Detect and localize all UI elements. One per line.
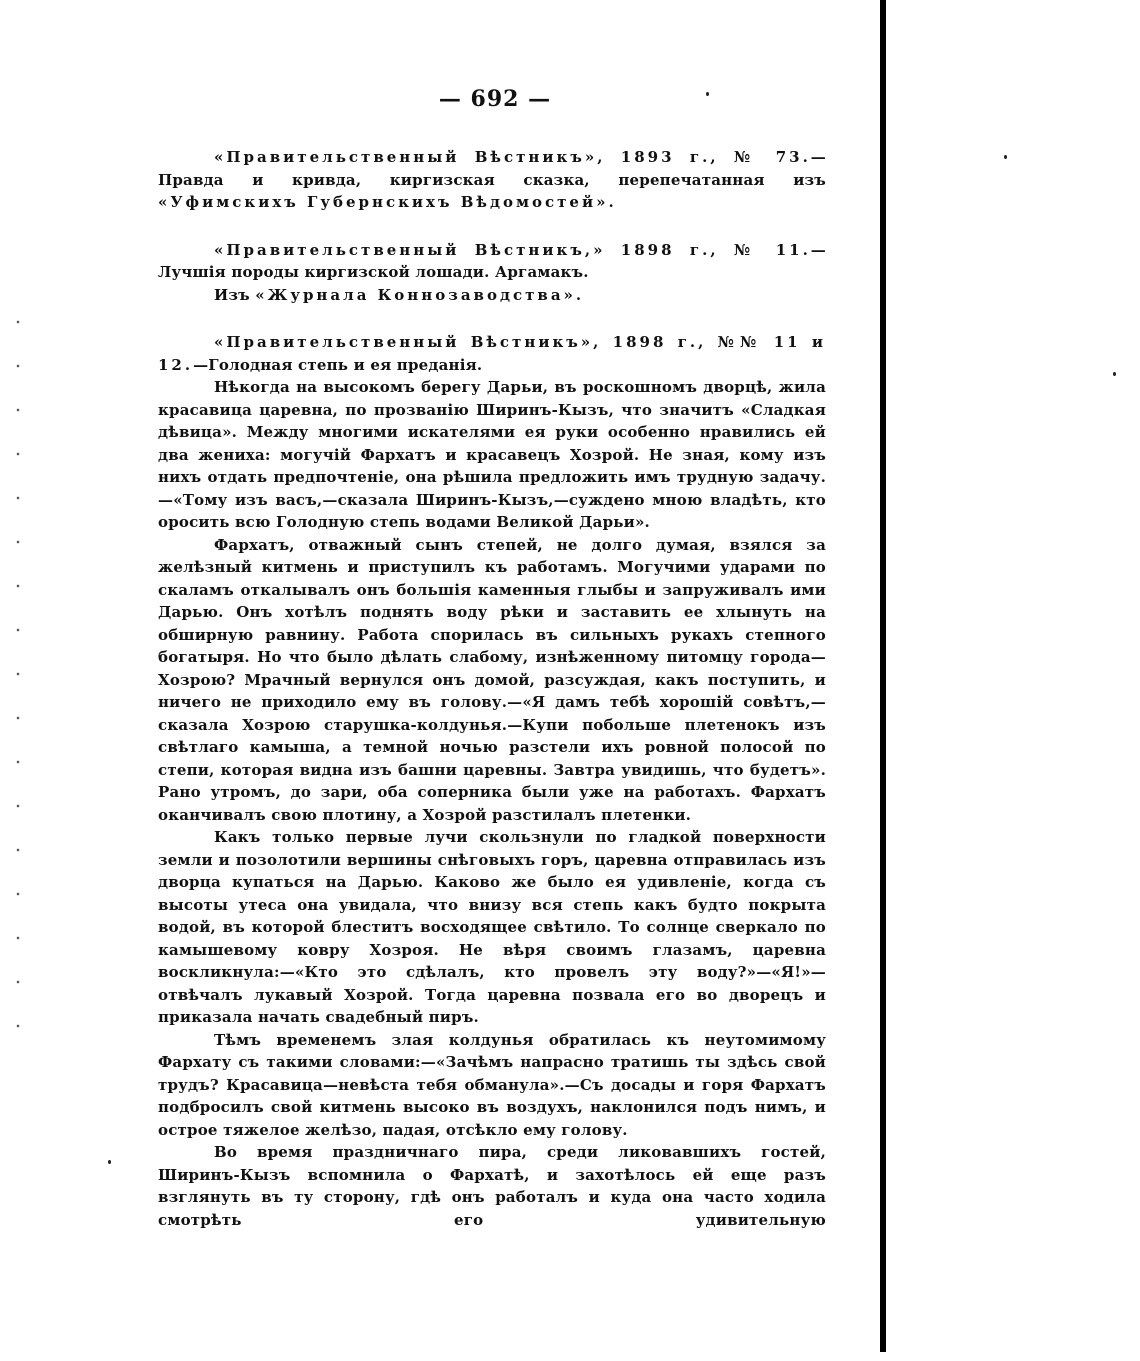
entry-text: —Лучшія породы киргизской лошади. Аргамакъ. — [158, 240, 826, 281]
entry-source: «Правительственный Вѣстникъ,» 1898 г., № 11. — [214, 240, 811, 259]
ink-speck — [108, 1160, 111, 1164]
entry-source: «Правительственный Вѣстникъ», 1898 г., №№ 11 и 12. — [158, 333, 826, 374]
entry-reference: «Уфимскихъ Губернскихъ Вѣдомостей». — [158, 193, 617, 211]
ink-speck — [706, 92, 709, 96]
bibliography-entry — [158, 331, 826, 376]
margin-dots — [15, 300, 21, 1060]
page-text — [158, 146, 826, 1231]
entry-text: —Правда и кривда, киргизская сказка, перепечатанная изъ — [158, 148, 826, 189]
bibliography-entry — [158, 146, 826, 214]
entry-source: «Правительственный Вѣстникъ», 1893 г., № 73. — [214, 148, 811, 166]
ink-speck — [1004, 155, 1007, 159]
story-paragraph: Нѣкогда на высокомъ берегу Дарьи, въ роскошномъ дворцѣ, жила красавица царевна, по прозванію Ширинъ-Кызъ, что значитъ «Сладкая дѣвица». Между многими искателями ея руки особенно нравились ей два жениха: могучій Фархатъ и красавецъ Хозрой. Не зная, кому изъ нихъ отдать предпочтеніе, она рѣшила предложить имъ трудную задачу.—«Тому изъ васъ,—сказала Ширинъ-Кызъ,—суждено мною владѣть, кто оросить всю Голодную степь водами Великой Дарьи». — [158, 378, 826, 531]
story-paragraph: Тѣмъ временемъ злая колдунья обратилась къ неутомимому Фархату съ такими словами:—«Зачѣмъ напрасно тратишь ты здѣсь свой трудъ? Красавица—невѣста тебя обманула».—Съ досады и горя Фархатъ подбросилъ свой китмень высоко въ воздухъ, наклонился подъ нимъ, и острое тяжелое желѣзо, падая, отсѣкло ему голову. — [158, 1030, 826, 1139]
entry-from: Изъ — [214, 285, 256, 304]
entry-reference: «Журнала Коннозаводства». — [255, 285, 585, 304]
story-paragraph: Какъ только первые лучи скользнули по гладкой поверхности земли и позолотили вершины снѣговыхъ горъ, царевна отправилась изъ дворца купаться на Дарью. Каково же было ея удивленіе, когда съ высоты утеса она увидала, что внизу вся степь какъ будто покрыта водой, въ которой блеститъ восходящее свѣтило. То солнце сверкало по камышевому ковру Хозроя. Не вѣря своимъ глазамъ, царевна воскликнула:—«Кто это сдѣлалъ, кто провелъ эту воду?»—«Я!»—отвѣчалъ лукавый Хозрой. Тогда царевна позвала его во дворецъ и приказала начать свадебный пиръ. — [158, 828, 826, 1026]
page-number: — 692 — — [438, 86, 552, 112]
page-binding-edge — [880, 0, 886, 1352]
story-paragraph: Фархатъ, отважный сынъ степей, не долго думая, взялся за желѣзный китмень и приступилъ къ работамъ. Могучими ударами по скаламъ откалывалъ онъ большія каменныя глыбы и запруживалъ ими Дарью. Онъ хотѣлъ поднять воду рѣки и заставить ее хлынуть на обширную равнину. Работа спорилась въ сильныхъ рукахъ степного богатыря. Но что было дѣлать слабому, изнѣженному питомцу города—Хозрою? Мрачный вернулся онъ домой, разсуждая, какъ поступить, и ничего не приходило ему въ голову.—«Я дамъ тебѣ хорошій совѣтъ,—сказала Хозрою старушка-колдунья.—Купи побольше плетенокъ изъ свѣтлаго камыша, а темной ночью разстели ихъ ровной полосой по степи, которая видна изъ башни царевны. Завтра увидишь, что будетъ». Рано утромъ, до зари, оба соперника были уже на работахъ. Фархатъ оканчивалъ свою плотину, а Хозрой разстилалъ плетенки. — [158, 535, 826, 824]
entry-text: —Голодная степь и ея преданія. — [193, 355, 483, 374]
ink-speck — [1113, 372, 1116, 376]
bibliography-entry-origin — [158, 284, 826, 307]
story-paragraph: Во время праздничнаго пира, среди ликовавшихъ гостей, Ширинъ-Кызъ вспомнила о Фархатѣ, и захотѣлось ей еще разъ взглянуть въ ту сторону, гдѣ онъ работалъ и куда она часто ходила смотрѣть его удивительную — [158, 1143, 826, 1229]
bibliography-entry — [158, 239, 826, 284]
